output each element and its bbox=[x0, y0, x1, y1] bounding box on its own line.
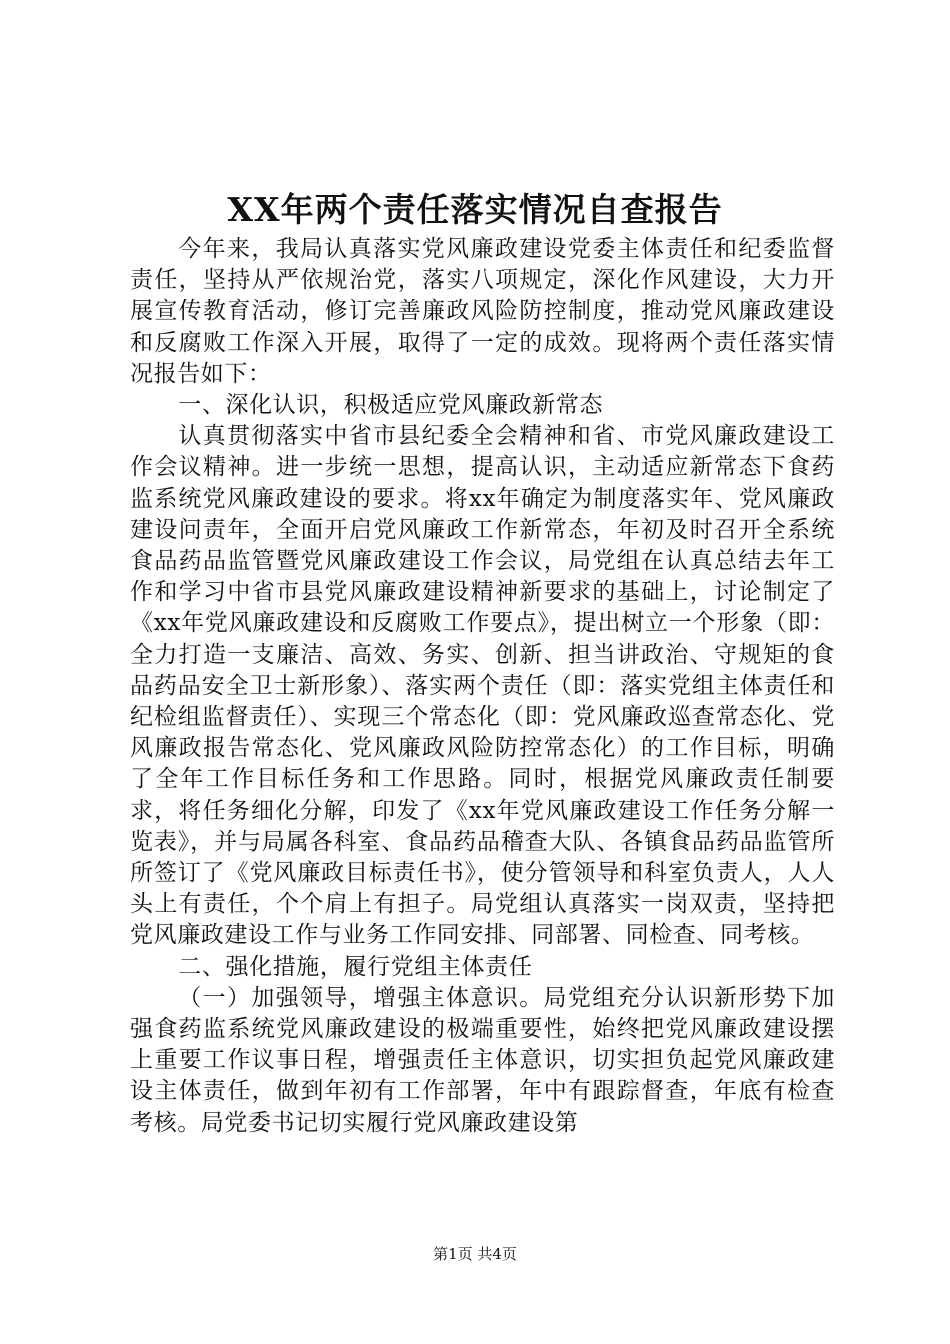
document-body bbox=[130, 234, 835, 1139]
section-1-paragraph: 认真贯彻落实中省市县纪委全会精神和省、市党风廉政建设工作会议精神。进一步统一思想，提高认识，主动适应新常态下食药监系统党风廉政建设的要求。将xx年确定为制度落实年、党风廉政建设问责年，全面开启党风廉政工作新常态，年初及时召开全系统食品药品监管暨党风廉政建设工作会议，局党组在认真总结去年工作和学习中省市县党风廉政建设精神新要求的基础上，讨论制定了《xx年党风廉政建设和反腐败工作要点》，提出树立一个形象（即：全力打造一支廉洁、高效、务实、创新、担当讲政治、守规矩的食品药品安全卫士新形象）、落实两个责任（即：落实党组主体责任和纪检组监督责任）、实现三个常态化（即：党风廉政巡查常态化、党风廉政报告常态化、党风廉政风险防控常态化）的工作目标，明确了全年工作目标任务和工作思路。同时，根据党风廉政责任制要求，将任务细化分解，印发了《xx年党风廉政建设工作任务分解一览表》，并与局属各科室、食品药品稽查大队、各镇食品药品监管所所签订了《党风廉政目标责任书》，使分管领导和科室负责人，人人头上有责任，个个肩上有担子。局党组认真落实一岗双责，坚持把党风廉政建设工作与业务工作同安排、同部署、同检查、同考核。 bbox=[130, 423, 835, 949]
intro-paragraph: 今年来，我局认真落实党风廉政建设党委主体责任和纪委监督责任，坚持从严依规治党，落实八项规定，深化作风建设，大力开展宣传教育活动，修订完善廉政风险防控制度，推动党风廉政建设和反腐败工作深入开展，取得了一定的成效。现将两个责任落实情况报告如下： bbox=[130, 236, 835, 387]
section-2-paragraph: （一）加强领导，增强主体意识。局党组充分认识新形势下加强食药监系统党风廉政建设的极端重要性，始终把党风廉政建设摆上重要工作议事日程，增强责任主体意识，切实担负起党风廉政建设主体责任，做到年初有工作部署，年中有跟踪督查，年底有检查考核。局党委书记切实履行党风廉政建设第 bbox=[130, 984, 835, 1136]
document-title: XX年两个责任落实情况自查报告 bbox=[227, 190, 723, 229]
section-heading-2: 二、强化措施，履行党组主体责任 bbox=[178, 953, 533, 980]
page-number-footer: 第1页 共4页 bbox=[433, 1245, 517, 1263]
section-heading-1: 一、深化认识，积极适应党风廉政新常态 bbox=[178, 392, 604, 419]
